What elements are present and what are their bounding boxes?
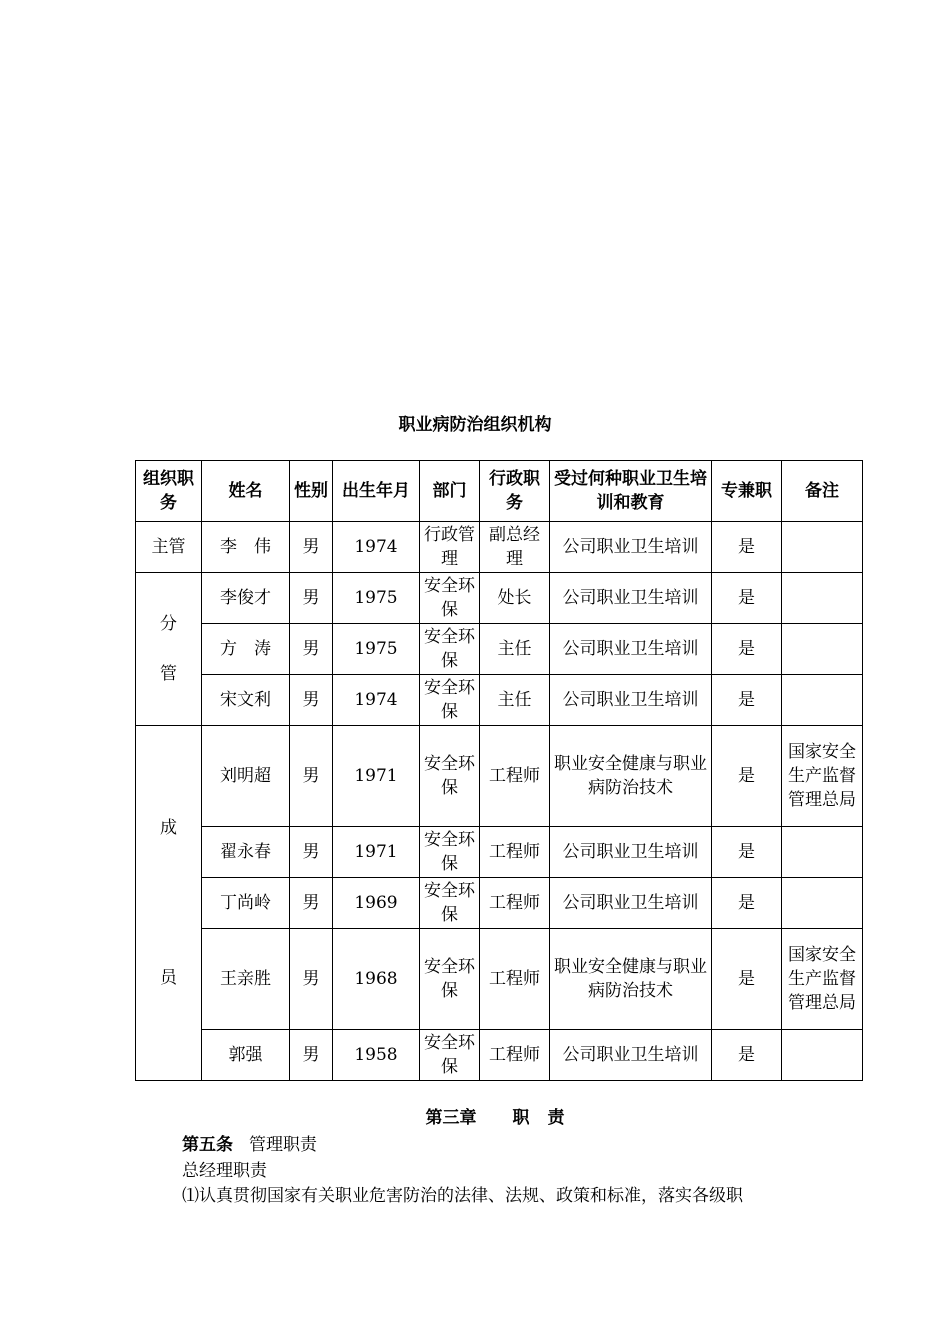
- cell-birth: 1974: [333, 522, 420, 573]
- header-training: 受过何种职业卫生培训和教育: [550, 461, 712, 522]
- cell-dept: 安全环保: [420, 1030, 480, 1081]
- cell-birth: 1974: [333, 675, 420, 726]
- cell-type: 是: [712, 624, 782, 675]
- cell-name: 丁尚岭: [202, 878, 290, 929]
- chapter-word: 职: [512, 1108, 530, 1128]
- cell-training: 公司职业卫生培训: [550, 573, 712, 624]
- cell-birth: 1975: [333, 573, 420, 624]
- header-org-role: 组织职务: [136, 461, 202, 522]
- header-name: 姓名: [202, 461, 290, 522]
- cell-birth: 1969: [333, 878, 420, 929]
- cell-sex: 男: [290, 929, 333, 1030]
- cell-title: 主任: [480, 675, 550, 726]
- header-admin-title: 行政职务: [480, 461, 550, 522]
- cell-note: [782, 1030, 863, 1081]
- cell-type: 是: [712, 1030, 782, 1081]
- table-row: [136, 522, 863, 573]
- table-title: 职业病防治组织机构: [398, 415, 552, 435]
- cell-title: 工程师: [480, 1030, 550, 1081]
- table-row: [136, 573, 863, 624]
- cell-note: 国家安全生产监督管理总局: [782, 929, 863, 1030]
- cell-type: 是: [712, 522, 782, 573]
- cell-birth: 1971: [333, 726, 420, 827]
- header-dept: 部门: [420, 461, 480, 522]
- cell-name: 刘明超: [202, 726, 290, 827]
- group-fenguan-char: 管: [160, 664, 177, 684]
- cell-name: 王亲胜: [202, 929, 290, 1030]
- cell-title: 工程师: [480, 878, 550, 929]
- cell-note: [782, 522, 863, 573]
- cell-type: 是: [712, 827, 782, 878]
- cell-title: 处长: [480, 573, 550, 624]
- group-chengyuan: [136, 726, 202, 1081]
- cell-dept: 安全环保: [420, 827, 480, 878]
- cell-sex: 男: [290, 1030, 333, 1081]
- cell-name: 翟永春: [202, 827, 290, 878]
- chapter-word: 责: [547, 1108, 565, 1128]
- cell-name: 郭强: [202, 1030, 290, 1081]
- cell-sex: 男: [290, 878, 333, 929]
- cell-note: [782, 878, 863, 929]
- cell-title: 副总经理: [480, 522, 550, 573]
- table-row: [136, 929, 863, 1030]
- cell-sex: 男: [290, 573, 333, 624]
- table-row: [136, 675, 863, 726]
- table-row: [136, 878, 863, 929]
- header-sex: 性别: [290, 461, 333, 522]
- group-fenguan: [136, 573, 202, 726]
- header-birth: 出生年月: [333, 461, 420, 522]
- cell-name: 李俊才: [202, 573, 290, 624]
- cell-sex: 男: [290, 827, 333, 878]
- table-row: [136, 827, 863, 878]
- cell-training: 职业安全健康与职业病防治技术: [550, 726, 712, 827]
- header-type: 专兼职: [712, 461, 782, 522]
- cell-training: 公司职业卫生培训: [550, 827, 712, 878]
- cell-name: 李 伟: [202, 522, 290, 573]
- cell-note: [782, 624, 863, 675]
- paragraph: ⑴认真贯彻国家有关职业危害防治的法律、法规、政策和标准，落实各级职: [182, 1186, 743, 1206]
- cell-birth: 1971: [333, 827, 420, 878]
- group-chengyuan-char: 成: [160, 818, 177, 838]
- group-zhuguan: 主管: [136, 522, 202, 573]
- cell-sex: 男: [290, 726, 333, 827]
- table-row: [136, 726, 863, 827]
- cell-title: 工程师: [480, 726, 550, 827]
- cell-training: 公司职业卫生培训: [550, 675, 712, 726]
- cell-type: 是: [712, 726, 782, 827]
- cell-name: 方 涛: [202, 624, 290, 675]
- cell-title: 工程师: [480, 827, 550, 878]
- chapter-heading: [0, 1103, 950, 1128]
- table-row: [136, 624, 863, 675]
- header-row: [136, 461, 863, 522]
- cell-title: 主任: [480, 624, 550, 675]
- cell-sex: 男: [290, 624, 333, 675]
- cell-birth: 1975: [333, 624, 420, 675]
- cell-birth: 1968: [333, 929, 420, 1030]
- cell-training: 职业安全健康与职业病防治技术: [550, 929, 712, 1030]
- cell-dept: 安全环保: [420, 878, 480, 929]
- cell-training: 公司职业卫生培训: [550, 624, 712, 675]
- cell-training: 公司职业卫生培训: [550, 878, 712, 929]
- cell-type: 是: [712, 929, 782, 1030]
- cell-note: 国家安全生产监督管理总局: [782, 726, 863, 827]
- article-text: 管理职责: [249, 1135, 317, 1155]
- cell-type: 是: [712, 675, 782, 726]
- cell-sex: 男: [290, 522, 333, 573]
- cell-type: 是: [712, 573, 782, 624]
- cell-birth: 1958: [333, 1030, 420, 1081]
- cell-dept: 安全环保: [420, 929, 480, 1030]
- cell-note: [782, 573, 863, 624]
- cell-dept: 安全环保: [420, 573, 480, 624]
- cell-dept: 行政管理: [420, 522, 480, 573]
- cell-title: 工程师: [480, 929, 550, 1030]
- subheading: 总经理职责: [182, 1161, 267, 1181]
- article-line: [182, 1130, 317, 1155]
- cell-type: 是: [712, 878, 782, 929]
- org-table: [135, 460, 863, 1081]
- table-row: [136, 1030, 863, 1081]
- cell-note: [782, 675, 863, 726]
- header-note: 备注: [782, 461, 863, 522]
- chapter-number: 第三章: [425, 1108, 477, 1128]
- group-fenguan-char: 分: [160, 614, 177, 634]
- cell-name: 宋文利: [202, 675, 290, 726]
- cell-dept: 安全环保: [420, 675, 480, 726]
- cell-training: 公司职业卫生培训: [550, 1030, 712, 1081]
- cell-dept: 安全环保: [420, 624, 480, 675]
- cell-note: [782, 827, 863, 878]
- cell-training: 公司职业卫生培训: [550, 522, 712, 573]
- article-label: 第五条: [182, 1135, 233, 1155]
- cell-dept: 安全环保: [420, 726, 480, 827]
- group-chengyuan-char: 员: [160, 968, 177, 988]
- cell-sex: 男: [290, 675, 333, 726]
